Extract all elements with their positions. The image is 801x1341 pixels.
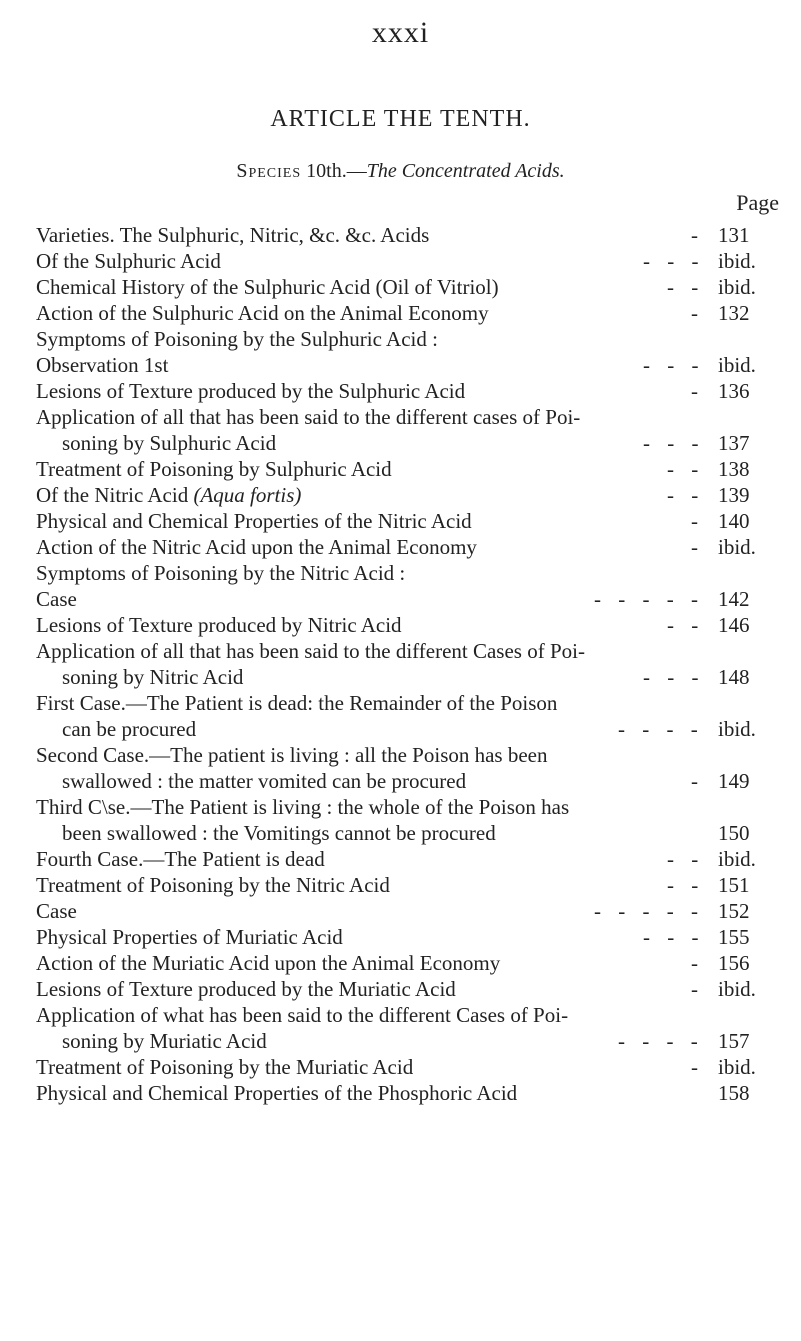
toc-page-number: 132 [718,301,750,325]
toc-entry [36,1080,778,1106]
toc-entry [36,326,778,352]
toc-entry [36,976,778,1002]
toc-entry-text [36,249,221,273]
toc-entry-title: Third C\se.—The Patient is living : the whole of the Poison has [36,795,570,819]
toc-leader: - - - - - [594,899,704,923]
toc-leader: - - - [643,431,705,455]
toc-entry-title: Physical and Chemical Properties of the Nitric Acid [36,509,472,533]
toc-entry-title: Symptoms of Poisoning by the Sulphuric Acid : [36,327,438,351]
toc-page-number: 142 [718,587,750,611]
toc-entry-title: First Case.—The Patient is dead: the Remainder of the Poison [36,691,558,715]
toc-leader: - - [667,483,705,507]
toc-page-number: ibid. [718,535,756,559]
toc-page-number: ibid. [718,977,756,1001]
toc-entry-text [36,301,489,325]
toc-entry-title: Symptoms of Poisoning by the Nitric Acid : [36,561,406,585]
toc-leader: - - - - [618,1029,704,1053]
toc-entry-text [36,483,301,507]
toc-page-number: ibid. [718,249,756,273]
toc-entry-title: been swallowed : the Vomitings cannot be procured [62,821,496,845]
toc-entry [36,924,778,950]
toc-page-number: 152 [718,899,750,923]
toc-leader: - [691,223,704,247]
article-title: ARTICLE THE TENTH. [270,106,531,132]
toc-entry-title: Chemical History of the Sulphuric Acid (Oil of Vitriol) [36,275,499,299]
toc-entry-text [62,821,496,845]
species-title: The Concentrated Acids. [366,160,565,182]
toc-entry-text [36,847,325,871]
toc-entry [36,690,778,716]
toc-leader: - - [667,613,705,637]
toc-entry-title: Lesions of Texture produced by the Muriatic Acid [36,977,456,1001]
toc-entry [36,1054,778,1080]
species-label: Species [236,160,302,182]
toc-entry [36,1002,778,1028]
toc-entry-title: Application of all that has been said to the different Cases of Poi- [36,639,585,663]
toc-entry [36,638,778,664]
toc-page-number: 139 [718,483,750,507]
toc-entry [36,872,778,898]
toc-entry-title: Application of all that has been said to the different cases of Poi- [36,405,581,429]
toc-entry [36,378,778,404]
toc-entry [36,456,778,482]
toc-entry [36,742,778,768]
toc-leader: - [691,535,704,559]
toc-entry-title: Fourth Case.—The Patient is dead [36,847,325,871]
toc-entry [36,300,778,326]
toc-entry-text [36,743,548,767]
toc-entry [36,820,778,846]
toc-page-number: ibid. [718,353,756,377]
toc-entry-title: Case [36,587,77,611]
toc-entry-title: Action of the Nitric Acid upon the Animal Economy [36,535,477,559]
toc-entry-text [62,769,466,793]
toc-leader: - [691,951,704,975]
toc-leader: - - - [643,249,705,273]
toc-entry-title: Physical Properties of Muriatic Acid [36,925,343,949]
toc-entry-text [36,353,168,377]
toc-entry [36,508,778,534]
toc-leader: - - - [643,925,705,949]
toc-entry-title: soning by Nitric Acid [62,665,244,689]
toc-page-number: ibid. [718,275,756,299]
toc-leader: - - [667,873,705,897]
toc-entry-text [62,1029,267,1053]
toc-entry [36,768,778,794]
toc-entry [36,898,778,924]
toc-page-number: 157 [718,1029,750,1053]
toc-entry-text [36,379,465,403]
toc-entry-title: Action of the Muriatic Acid upon the Animal Economy [36,951,501,975]
toc-entry-text [36,275,499,299]
toc-entry-title: Physical and Chemical Properties of the Phosphoric Acid [36,1081,518,1105]
toc-entry-title: Second Case.—The patient is living : all the Poison has been [36,743,548,767]
toc-entry-title: Of the Sulphuric Acid [36,249,221,273]
toc-entry [36,404,778,430]
toc-page-number: 150 [718,821,750,845]
toc-entry-text [36,405,580,429]
toc-page-number: 146 [718,613,750,637]
toc-entry-text [36,1003,568,1027]
toc-entry-text [36,561,405,585]
toc-entry [36,716,778,742]
toc-entry-title: soning by Sulphuric Acid [62,431,277,455]
toc-entry-text [62,431,276,455]
toc-leader: - - [667,275,705,299]
toc-leader: - [691,379,704,403]
toc-entry [36,586,778,612]
toc-leader: - - - [643,353,705,377]
toc-entry [36,274,778,300]
toc-entry-text [36,587,77,611]
toc-entry-text [36,925,343,949]
toc-entry-title: Treatment of Poisoning by Sulphuric Acid [36,457,392,481]
toc-leader: - [691,509,704,533]
toc-entry-title: Application of what has been said to the different Cases of Poi- [36,1003,569,1027]
toc-entry-italic: (Aqua fortis) [193,483,302,507]
toc-leader: - [691,977,704,1001]
toc-page-number: 149 [718,769,750,793]
toc-entry [36,1028,778,1054]
toc-entry [36,560,778,586]
toc-entry-text [36,613,402,637]
toc-entry [36,430,778,456]
toc-entry-text [36,1055,413,1079]
toc-entry [36,482,778,508]
toc-entry-text [36,223,429,247]
toc-page-number: 131 [718,223,750,247]
toc-entry [36,664,778,690]
toc-page-number: 156 [718,951,750,975]
toc-leader: - [691,769,704,793]
toc-entry [36,950,778,976]
toc-page-number: 136 [718,379,750,403]
species-heading [0,160,801,183]
toc-entry-title: Action of the Sulphuric Acid on the Animal Economy [36,301,489,325]
toc-page-number: 155 [718,925,750,949]
toc-page-number: ibid. [718,717,756,741]
toc-entry-title: can be procured [62,717,197,741]
toc-entry [36,612,778,638]
toc-entry-text [36,873,390,897]
toc-entry-text [36,951,500,975]
toc-page-number: 138 [718,457,750,481]
toc-page-number: 140 [718,509,750,533]
toc-leader: - [691,301,704,325]
toc-entry [36,222,778,248]
toc-entry-title: swallowed : the matter vomited can be procured [62,769,467,793]
table-of-contents [36,222,778,1106]
toc-entry [36,846,778,872]
toc-entry-text [36,691,557,715]
toc-page-number: 158 [718,1081,750,1105]
toc-entry [36,248,778,274]
toc-entry-title: Treatment of Poisoning by the Nitric Acid [36,873,390,897]
toc-leader: - - - - [618,717,704,741]
toc-entry-text [36,795,569,819]
toc-entry-title: Treatment of Poisoning by the Muriatic Acid [36,1055,414,1079]
toc-leader: - - [667,847,705,871]
toc-entry-text [36,977,456,1001]
toc-entry-title: Lesions of Texture produced by Nitric Acid [36,613,402,637]
toc-entry-title: Observation 1st [36,353,169,377]
toc-entry-title: Case [36,899,77,923]
toc-entry-text [36,899,77,923]
toc-entry-text [36,509,472,533]
toc-entry-title: Varieties. The Sulphuric, Nitric, &c. &c. Acids [36,223,430,247]
toc-entry-text [36,457,392,481]
toc-leader: - - [667,457,705,481]
toc-entry-text [36,1081,517,1105]
toc-entry [36,534,778,560]
toc-entry-text [62,665,243,689]
species-number: 10th.— [306,160,367,182]
toc-page-number: ibid. [718,847,756,871]
toc-entry [36,794,778,820]
folio-number: xxxi [371,16,430,49]
toc-leader: - - - - - [594,587,704,611]
toc-page-number: 148 [718,665,750,689]
toc-entry-text [36,639,585,663]
toc-leader: - - - [643,665,705,689]
toc-page-number: 137 [718,431,750,455]
toc-entry [36,352,778,378]
toc-entry-text [36,327,438,351]
toc-page-number: ibid. [718,1055,756,1079]
toc-leader: - [691,1055,704,1079]
toc-entry-text [62,717,196,741]
toc-entry-title: Of the Nitric Acid [36,483,189,507]
toc-entry-title: Lesions of Texture produced by the Sulphuric Acid [36,379,466,403]
toc-page-number: 151 [718,873,750,897]
page-column-heading: Page [736,190,779,215]
toc-entry-title: soning by Muriatic Acid [62,1029,267,1053]
toc-entry-text [36,535,477,559]
